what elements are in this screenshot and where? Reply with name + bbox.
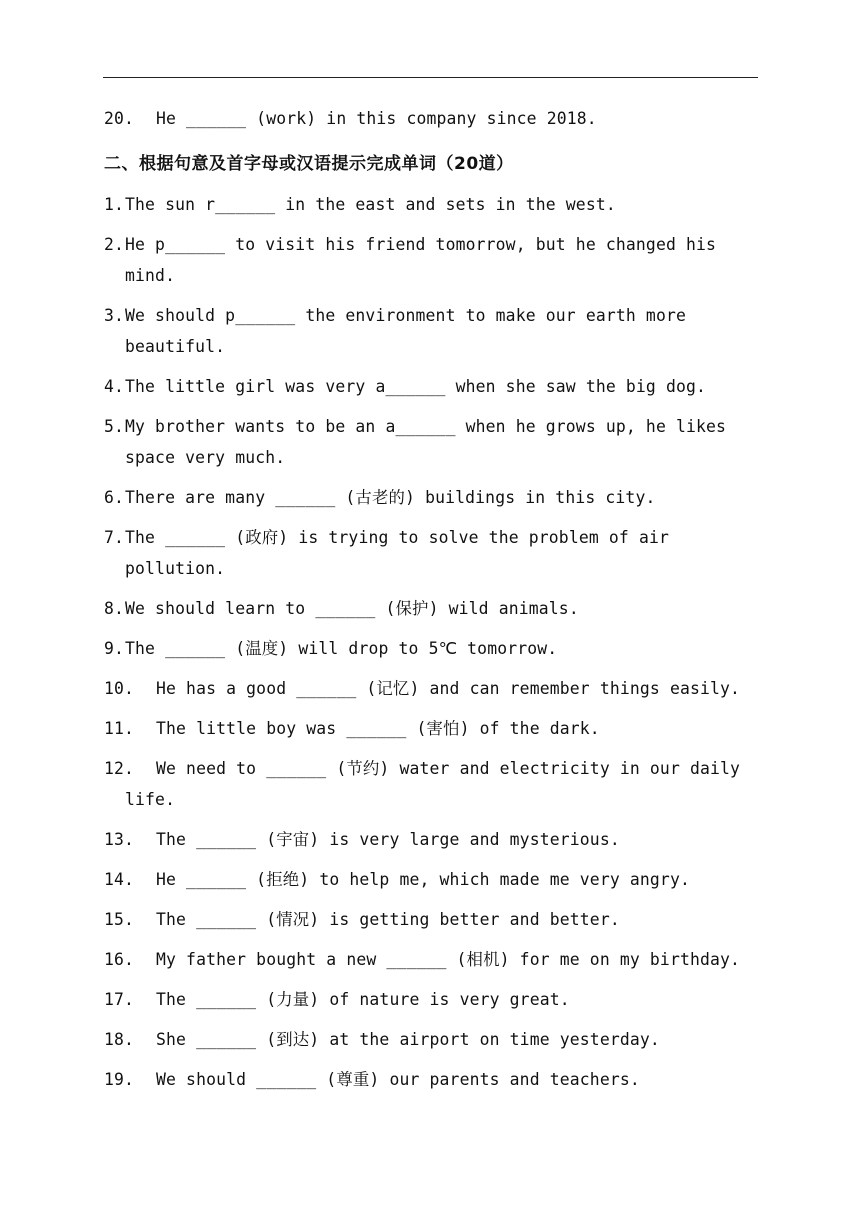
question-text: We should learn to ______ (保护) wild animals.	[125, 599, 579, 618]
question-number: 14.	[104, 870, 135, 889]
question-item	[104, 522, 760, 584]
question-text: He ______ (拒绝) to help me, which made me very angry.	[156, 870, 690, 889]
question-number: 1.	[104, 195, 125, 214]
question-text-continuation: pollution.	[125, 559, 226, 578]
question-number: 4.	[104, 377, 125, 396]
question-item	[104, 300, 760, 362]
question-item	[104, 482, 760, 513]
question-number: 19.	[104, 1070, 135, 1089]
question-text: The sun r______ in the east and sets in the west.	[125, 195, 616, 214]
question-item	[104, 1024, 760, 1055]
question-number: 10.	[104, 679, 135, 698]
question-text: He ______ (work) in this company since 2018.	[156, 109, 597, 128]
question-number: 18.	[104, 1030, 135, 1049]
question-number: 11.	[104, 719, 135, 738]
question-text: He has a good ______ (记忆) and can remember things easily.	[156, 679, 741, 698]
question-text: We should p______ the environment to make our earth more	[125, 306, 687, 325]
question-text: The ______ (政府) is trying to solve the problem of air	[125, 528, 669, 547]
question-item	[104, 411, 760, 473]
question-number: 6.	[104, 488, 125, 507]
question-item	[104, 371, 760, 402]
question-text: My father bought a new ______ (相机) for me on my birthday.	[156, 950, 741, 969]
question-number: 12.	[104, 759, 135, 778]
question-text: The ______ (温度) will drop to 5℃ tomorrow.	[125, 639, 558, 658]
question-text: The little girl was very a______ when she saw the big dog.	[125, 377, 707, 396]
question-number: 8.	[104, 599, 125, 618]
question-text: She ______ (到达) at the airport on time yesterday.	[156, 1030, 660, 1049]
question-number: 15.	[104, 910, 135, 929]
worksheet-content	[104, 103, 760, 1104]
question-item	[104, 984, 760, 1015]
question-item	[104, 713, 760, 744]
question-item	[104, 673, 760, 704]
question-number: 9.	[104, 639, 125, 658]
question-number: 7.	[104, 528, 125, 547]
question-text: The ______ (情况) is getting better and better.	[156, 910, 620, 929]
question-number: 3.	[104, 306, 125, 325]
question-item	[104, 633, 760, 664]
question-text: We should ______ (尊重) our parents and teachers.	[156, 1070, 640, 1089]
question-text: He p______ to visit his friend tomorrow, but he changed his	[125, 235, 717, 254]
question-number: 16.	[104, 950, 135, 969]
question-text-continuation: space very much.	[125, 448, 286, 467]
question-text: We need to ______ (节约) water and electricity in our daily	[156, 759, 741, 778]
section-heading: 二、根据句意及首字母或汉语提示完成单词（20道）	[104, 154, 514, 174]
question-text: The little boy was ______ (害怕) of the dark.	[156, 719, 600, 738]
question-text: My brother wants to be an a______ when he grows up, he likes	[125, 417, 727, 436]
question-item	[104, 189, 760, 220]
question-list	[104, 189, 760, 1095]
question-text-continuation: beautiful.	[125, 337, 226, 356]
question-item	[104, 824, 760, 855]
question-item	[104, 753, 760, 815]
question-item	[104, 864, 760, 895]
header-rule	[103, 77, 758, 78]
question-text: The ______ (宇宙) is very large and mysterious.	[156, 830, 620, 849]
question-item	[104, 1064, 760, 1095]
question-number: 20.	[104, 109, 135, 128]
question-item	[104, 593, 760, 624]
question-number: 13.	[104, 830, 135, 849]
question-text-continuation: life.	[125, 790, 176, 809]
question-text: The ______ (力量) of nature is very great.	[156, 990, 570, 1009]
question-20-top	[104, 103, 760, 134]
question-number: 2.	[104, 235, 125, 254]
question-item	[104, 904, 760, 935]
question-text-continuation: mind.	[125, 266, 176, 285]
question-number: 17.	[104, 990, 135, 1009]
question-item	[104, 229, 760, 291]
question-number: 5.	[104, 417, 125, 436]
question-item	[104, 944, 760, 975]
question-text: There are many ______ (古老的) buildings in this city.	[125, 488, 656, 507]
